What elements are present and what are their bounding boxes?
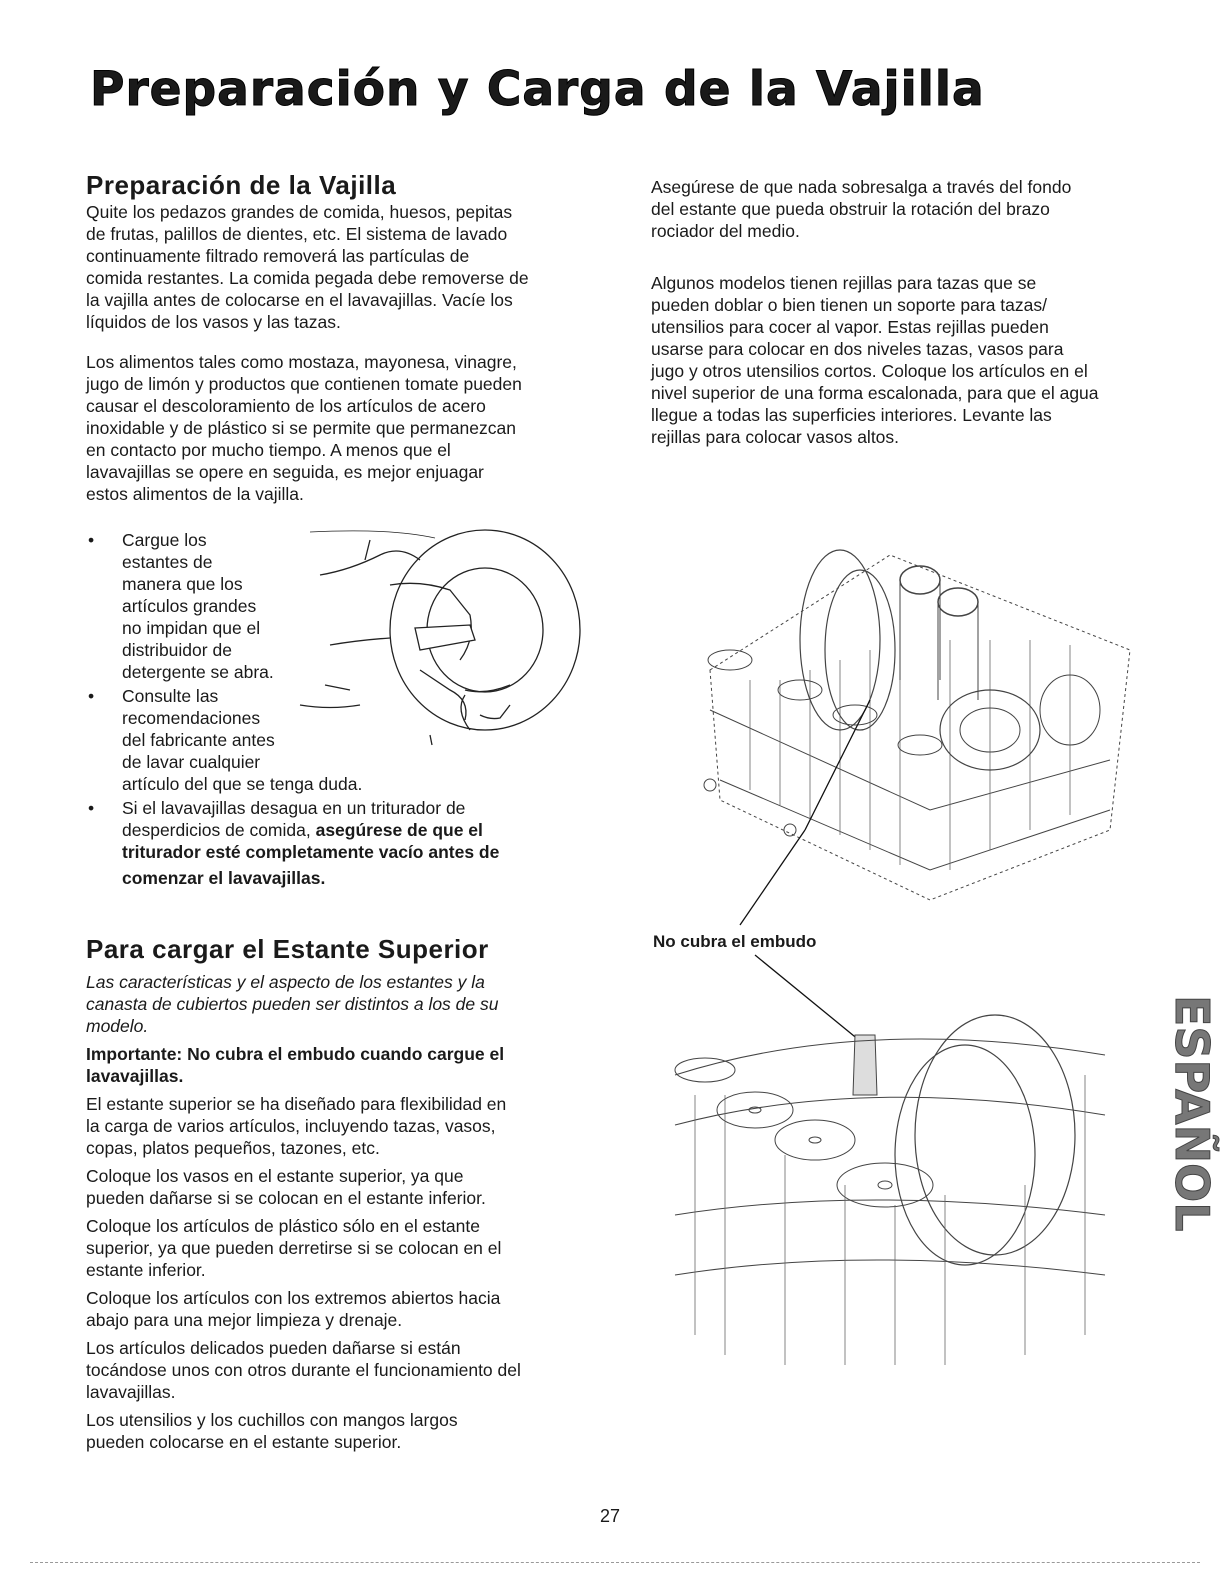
text-line: Los artículos delicados pueden dañarse si están: [86, 1338, 461, 1358]
text-line: estantes de: [122, 552, 213, 572]
plate-scraping-illustration: [270, 520, 590, 760]
text-line: El estante superior se ha diseñado para flexibilidad en: [86, 1094, 507, 1114]
text-line: desperdicios de comida,: [122, 820, 311, 840]
text-line: detergente se abra.: [122, 662, 274, 682]
text-line: la carga de varios artículos, incluyendo tazas, vasos,: [86, 1116, 496, 1136]
important-note: [86, 1043, 576, 1087]
upper-rack-heading: Para cargar el Estante Superior: [86, 934, 489, 964]
upper-rack-note: [86, 971, 576, 1037]
language-side-tab: [1136, 995, 1219, 1235]
upper-rack-section: [86, 934, 576, 1453]
text-line: pueden dañarse si se colocan en el estante inferior.: [86, 1188, 486, 1208]
text-line: llegue a todas las superficies interiores. Levante las: [651, 405, 1052, 425]
prep-para2: [86, 351, 576, 505]
text-line: Quite los pedazos grandes de comida, huesos, pepitas: [86, 202, 513, 222]
right-para1: [651, 176, 1151, 242]
text-line: artículo del que se tenga duda.: [122, 774, 363, 794]
prep-section: [86, 170, 576, 505]
text-line: jugo y otros utensilios cortos. Coloque los artículos en el: [651, 361, 1088, 381]
upper-rack-p6: [86, 1409, 576, 1453]
right-column-text: [651, 176, 1151, 448]
text-line: Importante: No cubra el embudo cuando cargue el: [86, 1044, 505, 1064]
text-line: artículos grandes: [122, 596, 257, 616]
text-line: pueden colocarse en el estante superior.: [86, 1432, 402, 1452]
text-line: Las características y el aspecto de los estantes y la: [86, 972, 485, 992]
text-line: recomendaciones: [122, 708, 261, 728]
text-line: Si el lavavajillas desagua en un triturador de: [122, 798, 466, 818]
text-line: Asegúrese de que nada sobresalga a través del fondo: [651, 177, 1072, 197]
text-line: lavavajillas.: [86, 1066, 184, 1086]
text-line: del estante que pueda obstruir la rotación del brazo: [651, 199, 1050, 219]
text-line: usarse para colocar en dos niveles tazas, vasos para: [651, 339, 1064, 359]
text-line: Coloque los artículos de plástico sólo en el estante: [86, 1216, 480, 1236]
text-line: nivel superior de una forma escalonada, para que el agua: [651, 383, 1099, 403]
text-line: abajo para una mejor limpieza y drenaje.: [86, 1310, 403, 1330]
figure-caption: No cubra el embudo: [653, 932, 817, 951]
text-line: distribuidor de: [122, 640, 232, 660]
page-number: 27: [600, 1506, 621, 1526]
prep-para1: [86, 201, 576, 333]
text-line: causar el descoloramiento de los artículos de acero: [86, 396, 486, 416]
bullet-icon: •: [88, 686, 95, 706]
bold-text: triturador esté completamente vacío antes de: [122, 842, 500, 862]
text-line: Coloque los vasos en el estante superior, ya que: [86, 1166, 464, 1186]
page-title: Preparación y Carga de la Vajilla: [90, 62, 985, 117]
text-line: inoxidable y de plástico si se permite que permanezcan: [86, 418, 516, 438]
bullet-icon: •: [88, 798, 95, 818]
text-line: jugo de limón y productos que contienen tomate pueden: [86, 374, 522, 394]
bold-text: comenzar el lavavajillas.: [122, 868, 326, 888]
text-line: rejillas para colocar vasos altos.: [651, 427, 900, 447]
text-line: líquidos de los vasos y las tazas.: [86, 312, 341, 332]
text-line: en contacto por mucho tiempo. A menos que el: [86, 440, 451, 460]
text-line: comida restantes. La comida pegada debe removerse de: [86, 268, 529, 288]
text-line: continuamente filtrado removerá las partículas de: [86, 246, 470, 266]
text-line: Los utensilios y los cuchillos con mangos largos: [86, 1410, 458, 1430]
prep-heading: Preparación de la Vajilla: [86, 170, 397, 200]
text-line: Los alimentos tales como mostaza, mayonesa, vinagre,: [86, 352, 517, 372]
text-line: Algunos modelos tienen rejillas para tazas que se: [651, 273, 1037, 293]
text-line: tocándose unos con otros durante el funcionamiento del: [86, 1360, 521, 1380]
right-para2: [651, 272, 1151, 448]
upper-rack-p4: [86, 1287, 576, 1331]
side-tab-label: ESPAÑOL: [1165, 995, 1219, 1232]
text-line: estante inferior.: [86, 1260, 206, 1280]
text-line: de frutas, palillos de dientes, etc. El sistema de lavado: [86, 224, 508, 244]
text-line: modelo.: [86, 1016, 149, 1036]
upper-rack-p5: [86, 1337, 576, 1403]
text-line: copas, platos pequeños, tazones, etc.: [86, 1138, 380, 1158]
text-line: pueden doblar o bien tienen un soporte para tazas/: [651, 295, 1047, 315]
text-line: estos alimentos de la vajilla.: [86, 484, 304, 504]
text-line: no impidan que el: [122, 618, 261, 638]
text-line: superior, ya que pueden derretirse si se colocan en el: [86, 1238, 502, 1258]
text-line: lavavajillas se opere en seguida, es mejor enjuagar: [86, 462, 484, 482]
text-line: Consulte las: [122, 686, 219, 706]
text-line: Coloque los artículos con los extremos abiertos hacia: [86, 1288, 501, 1308]
bottom-divider: [30, 1562, 1200, 1563]
bullet-item-disposer: [88, 797, 582, 889]
text-line: la vajilla antes de colocarse en el lavavajillas. Vacíe los: [86, 290, 513, 310]
upper-rack-p1: [86, 1093, 576, 1159]
text-line: lavavajillas.: [86, 1382, 176, 1402]
text-line: Cargue los: [122, 530, 207, 550]
bullet-icon: •: [88, 530, 95, 550]
upper-rack-illustration: [690, 530, 1150, 930]
text-line: del fabricante antes: [122, 730, 275, 750]
text-line: manera que los: [122, 574, 243, 594]
upper-rack-p3: [86, 1215, 576, 1281]
funnel-closeup-illustration: [665, 955, 1135, 1375]
text-line: utensilios para cocer al vapor. Estas rejillas pueden: [651, 317, 1049, 337]
text-line: rociador del medio.: [651, 221, 800, 241]
upper-rack-p2: [86, 1165, 576, 1209]
text-line: canasta de cubiertos pueden ser distintos a los de su: [86, 994, 499, 1014]
text-line: de lavar cualquier: [122, 752, 261, 772]
bold-text: asegúrese de que el: [315, 820, 483, 840]
